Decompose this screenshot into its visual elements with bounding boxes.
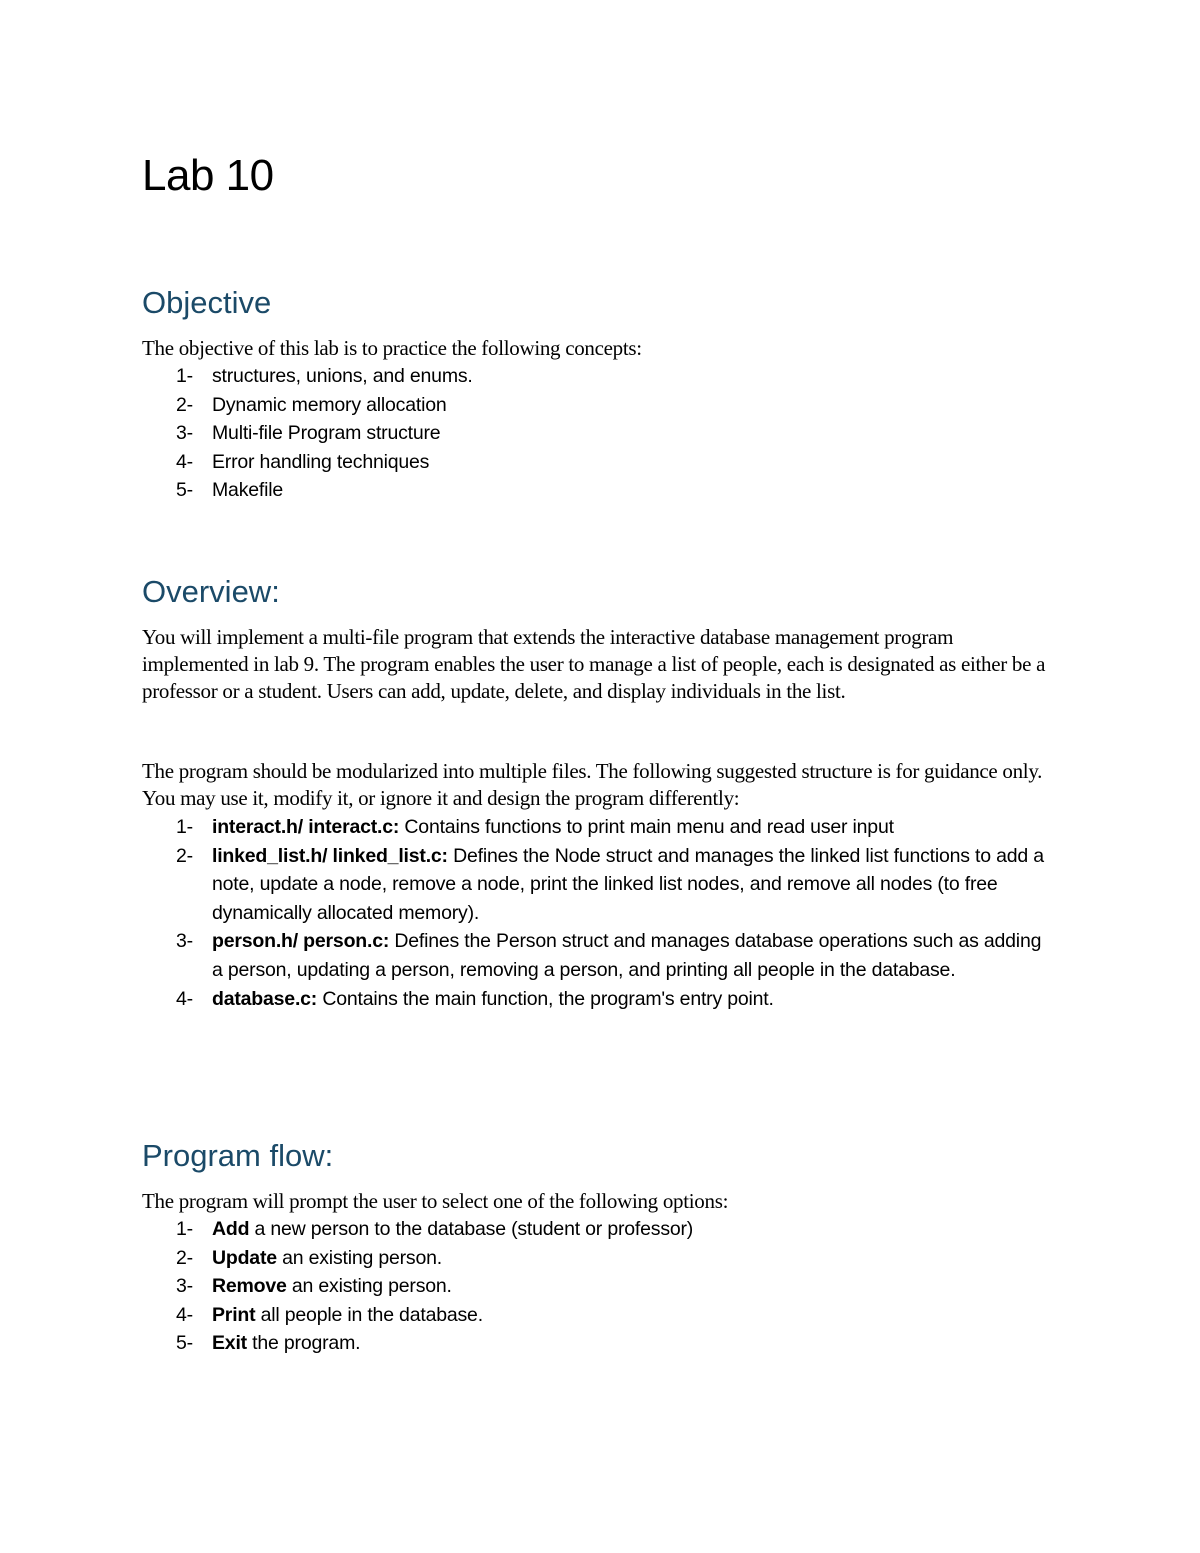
objective-intro: The objective of this lab is to practice the following concepts: [142,336,642,360]
overview-paragraph-1: You will implement a multi-file program that extends the interactive database management program implemented in lab 9. The program enables the user to manage a list of people, each is designated as either be a professor or a student. Users can add, update, delete, and display individuals in the list. [142,625,1046,703]
program-flow-heading: Program flow: [142,1138,334,1173]
list-item: 2- linked_list.h/ linked_list.c: Defines the Node struct and manages the linked list functions to add a note, update a node, remove a node, print the linked list nodes, and remove all nodes (to free dynamically allocated memory). [176,844,1044,924]
objective-list [142,362,1057,505]
menu-options-list [142,1215,1057,1358]
list-item: 1- structures, unions, and enums. [176,365,473,387]
list-item: 2- Update an existing person. [176,1246,442,1269]
overview-heading: Overview: [142,574,280,609]
list-item: 3- Multi-file Program structure [176,422,441,445]
program-flow-intro: The program will prompt the user to select one of the following options: [142,1189,729,1213]
list-item: 3- Remove an existing person. [176,1275,452,1298]
list-item: 1- Add a new person to the database (student or professor) [176,1218,694,1240]
file-structure-list [142,813,1057,1013]
list-item: 2- Dynamic memory allocation [176,393,447,416]
objective-heading: Objective [142,285,272,320]
list-item: 5- Makefile [176,479,284,502]
list-item: 5- Exit the program. [176,1332,361,1355]
list-item: 3- person.h/ person.c: Defines the Person struct and manages database operations such as adding a person, updating a person, removing a person, and printing all people in the database. [176,930,1042,981]
list-item: 4- database.c: Contains the main function, the program's entry point. [176,987,774,1010]
page-title: Lab 10 [142,151,274,200]
list-item: 4- Print all people in the database. [176,1303,483,1326]
list-item: 4- Error handling techniques [176,450,430,473]
list-item: 1- interact.h/ interact.c: Contains functions to print main menu and read user input [176,816,894,838]
overview-paragraph-2: The program should be modularized into multiple files. The following suggested structure is for guidance only. You may use it, modify it, or ignore it and design the program differently: [142,759,1043,810]
